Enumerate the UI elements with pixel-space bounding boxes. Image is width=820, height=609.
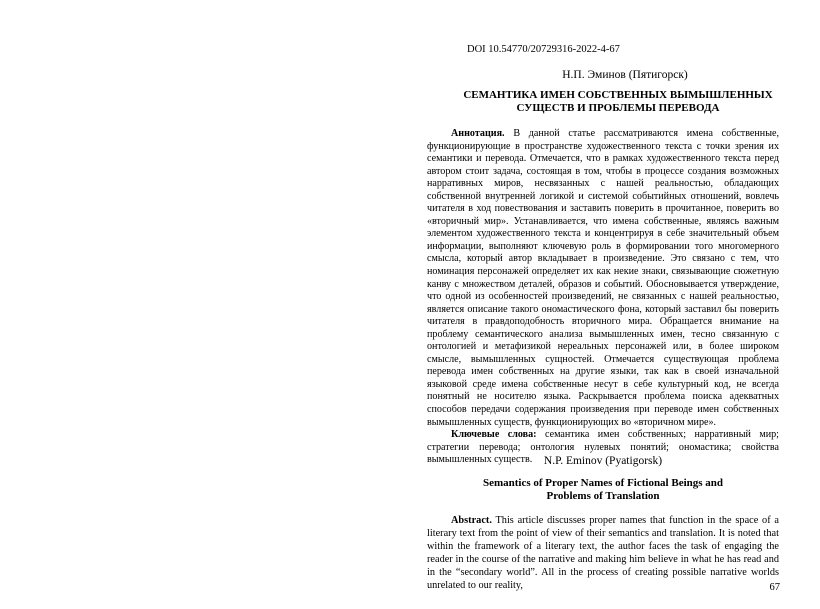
keywords-ru-label: Ключевые слова: [451,429,537,441]
title-ru-line2: СУЩЕСТВ И ПРОБЛЕМЫ ПЕРЕВОДА [516,102,720,114]
title-en [427,477,779,503]
abstract-en-text: This article discusses proper names that function in the space of a literary text from the point of view of their semantics and translation. It is noted that within the framework of a literary text, the author faces the task of engaging the reader in the course of the narrative and making him believe in what he has read and in the “secondary world”. All in the process of creating possible narrative worlds unrelated to our reality, [427,515,779,592]
abstract-ru-text: В данной статье рассматриваются имена собственные, функционирующие в пространстве художественного текста с точки зрения их семантики и перевода. Отмечается, что в рамках художественного текста перед автором стоит задача, состоящая в том, чтобы в процессе создания возможных нарративных миров, несвязанных с нашей реальностью, обладающих собственной внутренней логикой и системой событийных отношений, вовлечь читателя в ход повествования и заставить поверить в прочитанное, поверить во «вторичный мир». Устанавливается, что имена собственные, являясь важным элементом художественного текста и концентрируя в себе значительный объем информации, выполняют ключевую роль в формировании того многомерного смысла, который автор вкладывает в произведение. Это связано с тем, что номинация персонажей определяет их как некие знаки, связывающие сюжетную канву с множеством деталей, образов и событий. Обосновывается утверждение, что одной из особенностей произведений, не связанных с нашей реальностью, является описание такого ономастического фона, который заставил бы поверить читателя в правдоподобность вторичного мира. Обращается внимание на проблему семантического анализа вымышленных имен, тесно связанную с онтологией и метафизикой нереальных персонажей или, в более широком смысле, вымышленных сущностей. Отмечается существующая проблема перевода имен собственных на другие языки, так как в своей изначальной языковой среде имена собственные несут в себе культурный код, не всегда понятный не носителю языка. Раскрывается проблема поиска адекватных способов передачи содержания произведения при переводе имен собственных вымышленных существ, функционирующих во «вторичном мире». [427,128,779,428]
keywords-ru-text: семантика имен собственных; нарративный мир; стратегии перевода; онтология нулевых понятий; ономастика; свойства вымышленных существ. [427,429,779,466]
author-en: N.P. Eminov (Pyatigorsk) [543,455,663,467]
abstract-ru-label: Аннотация. [451,128,505,139]
title-en-line1: Semantics of Proper Names of Fictional Beings and [482,477,724,489]
title-ru [427,89,779,115]
abstract-ru-paragraph [427,128,779,429]
abstract-ru [427,128,779,467]
author-ru: Н.П. Эминов (Пятигорск) [562,69,688,81]
abstract-en-paragraph [427,514,779,593]
abstract-en [427,514,779,593]
title-ru-line1: СЕМАНТИКА ИМЕН СОБСТВЕННЫХ ВЫМЫШЛЕННЫХ [463,89,773,101]
abstract-en-label: Abstract. [451,515,492,526]
title-en-line2: Problems of Translation [546,490,660,502]
doi-line: DOI 10.54770/20729316-2022-4-67 [467,44,620,55]
page-number: 67 [769,582,780,593]
